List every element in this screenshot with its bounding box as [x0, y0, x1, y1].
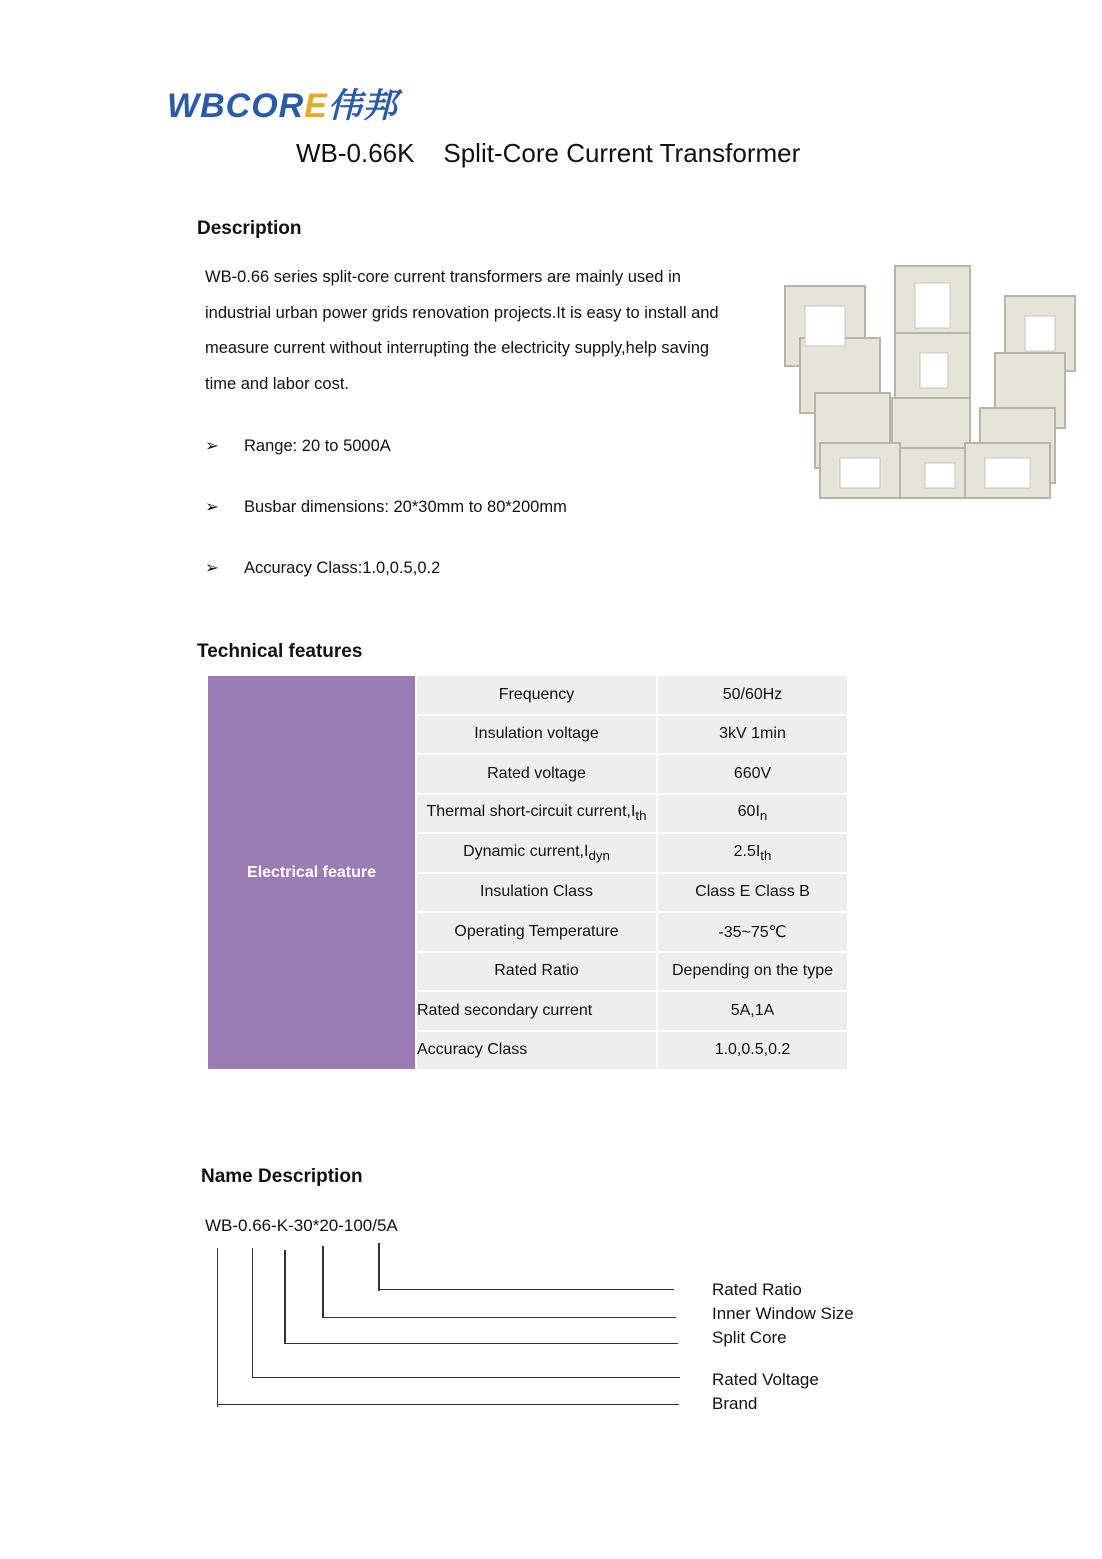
feature-value: 5A,1A [658, 992, 847, 1030]
arrow-bullet-icon: ➢ [205, 498, 219, 516]
description-line: industrial urban power grids renovation projects.It is easy to install and [205, 304, 719, 322]
diagram-line [217, 1248, 218, 1407]
feature-value: 3kV 1min [658, 716, 847, 754]
technical-features-heading: Technical features [197, 641, 363, 662]
naming-label: Split Core [712, 1328, 787, 1347]
description-heading: Description [197, 218, 302, 239]
feature-value: $2.5I_{th}$ [658, 834, 847, 872]
diagram-line [284, 1250, 286, 1344]
diagram-line [378, 1289, 674, 1290]
naming-label: Rated Ratio [712, 1280, 802, 1299]
product-photo [780, 258, 1085, 508]
feature-value: 1.0,0.5,0.2 [658, 1032, 847, 1070]
feature-name: Rated secondary current [417, 992, 656, 1030]
naming-label: Rated Voltage [712, 1370, 819, 1389]
bullet-item: ➢ Accuracy Class:1.0,0.5,0.2 [205, 559, 441, 577]
feature-value: Depending on the type [658, 953, 847, 991]
feature-value: 50/60Hz [658, 676, 847, 714]
bullet-item: ➢ Busbar dimensions: 20*30mm to 80*200mm [205, 498, 567, 516]
model-code: WB-0.66-K-30*20-100/5A [205, 1216, 398, 1235]
feature-value: 660V [658, 755, 847, 793]
feature-name: Rated voltage [417, 755, 656, 793]
feature-value: -35~75℃ [658, 913, 847, 951]
description-line: time and labor cost. [205, 375, 349, 393]
bullet-item: ➢ Range: 20 to 5000A [205, 437, 391, 455]
naming-label: Brand [712, 1394, 758, 1413]
description-line: WB-0.66 series split-core current transformers are mainly used in [205, 268, 681, 286]
diagram-line [217, 1404, 679, 1405]
arrow-bullet-icon: ➢ [205, 559, 219, 577]
feature-value: Class E Class B [658, 874, 847, 912]
technical-features-table [206, 674, 849, 1071]
feature-name: Insulation Class [417, 874, 656, 912]
diagram-line [322, 1317, 676, 1318]
diagram-line [322, 1246, 324, 1318]
feature-name: Accuracy Class [417, 1032, 656, 1070]
arrow-bullet-icon: ➢ [205, 437, 219, 455]
feature-name: Dynamic $current,I_{dyn}$ [417, 834, 656, 872]
feature-value: $60I_n$ [658, 795, 847, 833]
diagram-line [284, 1343, 678, 1344]
feature-name: Insulation voltage [417, 716, 656, 754]
brand-logo: WBCORE伟邦 [167, 87, 398, 125]
diagram-line [252, 1248, 253, 1378]
diagram-line [252, 1377, 680, 1378]
group-cell: Electrical feature [208, 676, 415, 1069]
naming-label: Inner Window Size [712, 1304, 854, 1323]
name-description-heading: Name Description [201, 1166, 363, 1187]
feature-name: Thermal short-circuit $current,I_{th}$ [417, 795, 656, 833]
description-line: measure current without interrupting the electricity supply,help saving [205, 339, 710, 357]
feature-name: Rated Ratio [417, 953, 656, 991]
table-row [208, 676, 847, 714]
page-title: WB-0.66K Split-Core Current Transformer [296, 138, 801, 168]
feature-name: Frequency [417, 676, 656, 714]
diagram-line [378, 1243, 380, 1291]
feature-name: Operating Temperature [417, 913, 656, 951]
